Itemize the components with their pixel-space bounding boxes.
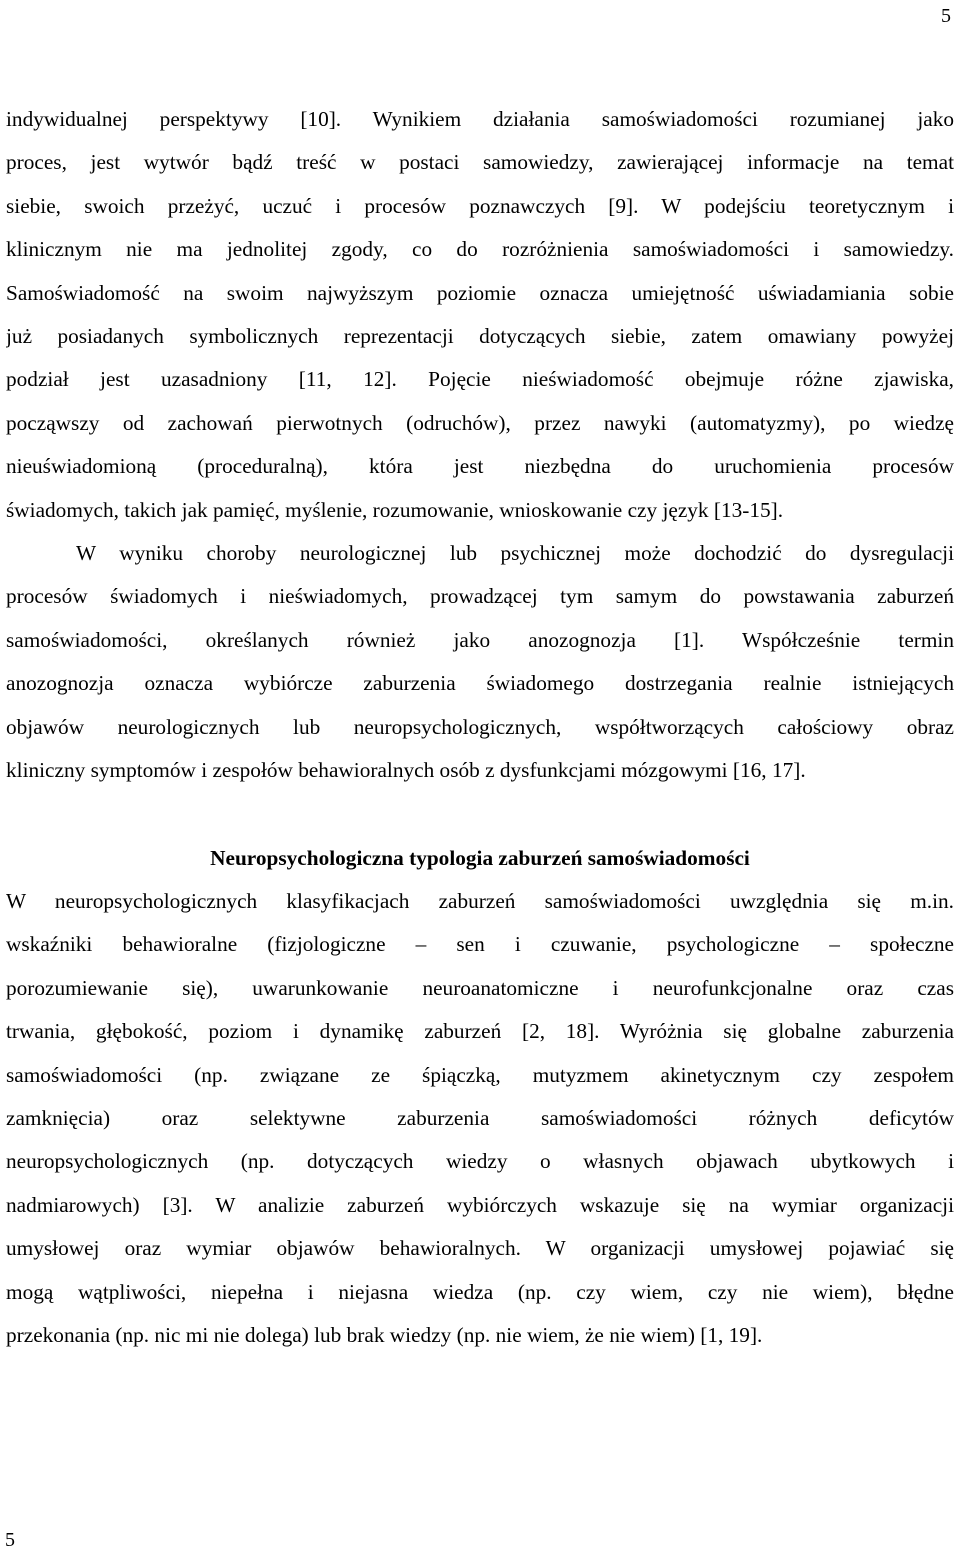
text-line: W wyniku choroby neurologicznej lub psychicznej może dochodzić do dysregulacji [76, 541, 954, 565]
text-line: indywidualnej perspektywy [10]. Wynikiem działania samoświadomości rozumianej jako [6, 107, 954, 131]
text-line: umysłowej oraz wymiar objawów behawioralnych. W organizacji umysłowej pojawiać się [6, 1236, 954, 1261]
page-number-top: 5 [941, 5, 951, 27]
text-line: podział jest uzasadniony [11, 12]. Pojęcie nieświadomość obejmuje różne zjawiska, [6, 367, 954, 392]
text-line: Samoświadomość na swoim najwyższym poziomie oznacza umiejętność uświadamiania sobie [6, 280, 954, 305]
text-line: począwszy od zachowań pierwotnych (odruchów), przez nawyki (automatyzmy), po wiedzę [6, 410, 954, 435]
text-line: nadmiarowych) [3]. W analizie zaburzeń wybiórczych wskazuje się na wymiar organizacji [6, 1192, 954, 1217]
text-line: W neuropsychologicznych klasyfikacjach zaburzeń samoświadomości uwzględnia się m.in. [6, 889, 954, 913]
page-number-bottom: 5 [5, 1529, 15, 1551]
text-line: przekonania (np. nic mi nie dolega) lub brak wiedzy (np. nie wiem, że nie wiem) [1, 19]. [6, 1323, 763, 1347]
text-line: porozumiewanie się), uwarunkowanie neuroanatomiczne i neurofunkcjonalne oraz czas [6, 975, 954, 1000]
text-line: procesów świadomych i nieświadomych, prowadzącej tym samym do powstawania zaburzeń [6, 584, 954, 609]
text-line: klinicznym nie ma jednolitej zgody, co do rozróżnienia samoświadomości i samowiedzy. [6, 237, 954, 262]
text-line: wskaźniki behawioralne (fizjologiczne – sen i czuwanie, psychologiczne – społeczne [6, 932, 954, 957]
text-line: trwania, głębokość, poziom i dynamikę zaburzeń [2, 18]. Wyróżnia się globalne zaburzenia [6, 1019, 954, 1044]
text-line: proces, jest wytwór bądź treść w postaci samowiedzy, zawierającej informacje na temat [6, 150, 954, 175]
text-line: siebie, swoich przeżyć, uczuć i procesów poznawczych [9]. W podejściu teoretycznym i [6, 193, 954, 218]
text-line: nieuświadomioną (proceduralną), która jest niezbędna do uruchomienia procesów [6, 454, 954, 479]
text-line: samoświadomości, określanych również jako anozognozja [1]. Współcześnie termin [6, 627, 954, 652]
text-line: świadomych, takich jak pamięć, myślenie, rozumowanie, wnioskowanie czy język [13-15]. [6, 497, 784, 522]
text-line: neuropsychologicznych (np. dotyczących wiedzy o własnych objawach ubytkowych i [6, 1149, 954, 1174]
text-line: zamknięcia) oraz selektywne zaburzenia samoświadomości różnych deficytów [6, 1106, 954, 1130]
text-line: objawów neurologicznych lub neuropsychologicznych, współtworzących całościowy obraz [6, 714, 954, 739]
text-line: kliniczny symptomów i zespołów behawioralnych osób z dysfunkcjami mózgowymi [16, 17]. [6, 758, 806, 782]
text-line: już posiadanych symbolicznych reprezentacji dotyczących siebie, zatem omawiany powyżej [6, 324, 954, 348]
text-line: mogą wątpliwości, niepełna i niejasna wiedza (np. czy wiem, czy nie wiem), błędne [6, 1279, 954, 1304]
section-heading: Neuropsychologiczna typologia zaburzeń samoświadomości [210, 846, 750, 870]
text-line: anozognozja oznacza wybiórcze zaburzenia świadomego dostrzegania realnie istniejących [6, 671, 954, 696]
text-line: samoświadomości (np. związane ze śpiączką, mutyzmem akinetycznym czy zespołem [6, 1062, 954, 1087]
